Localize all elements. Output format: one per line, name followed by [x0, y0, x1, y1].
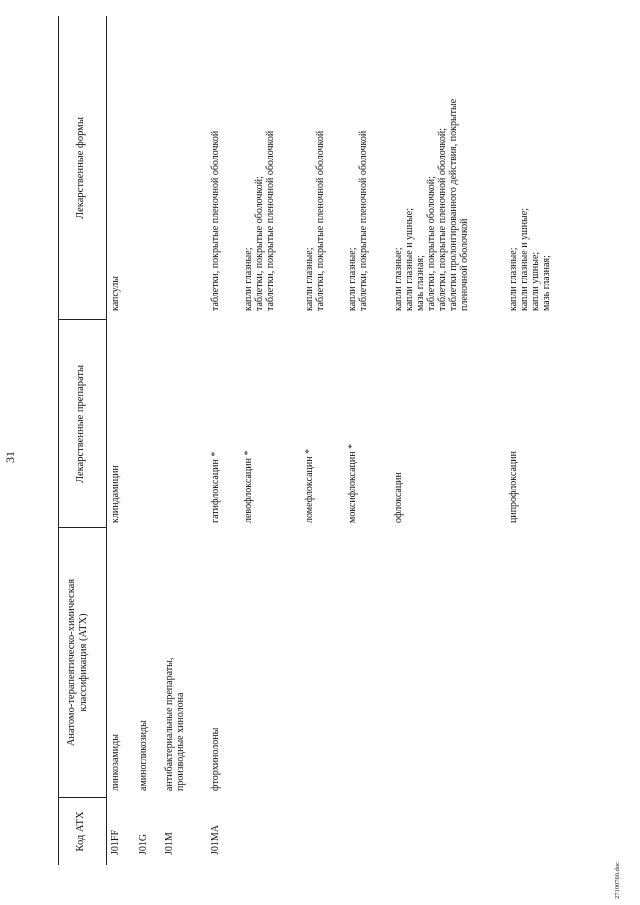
row-forms: капли глазные; таблетки, покрытые оболочкой; таблетки, покрытые пленочной оболочкой	[243, 130, 276, 311]
header-drugs: Лекарственные препараты	[75, 364, 86, 484]
row-drug: ломефлоксацин *	[304, 448, 315, 523]
row-code: J01M	[164, 832, 175, 855]
table-top-line	[58, 16, 59, 865]
row-code: J01FF	[110, 829, 121, 855]
row-forms: капли глазные; таблетки, покрытые пленочной оболочкой	[304, 130, 326, 311]
row-forms: капли глазные; капли глазные и ушные; мазь глазная; таблетки, покрытые оболочкой; таблетки, покрытые пленочной оболочкой; таблетки пролонгированного действия, покрытые пленочной оболочкой	[393, 98, 470, 311]
header-code: Код АТХ	[75, 811, 86, 852]
row-drug: клиндамицин	[110, 465, 121, 523]
row-drug: моксифлоксацин *	[347, 443, 358, 523]
table-header-divider	[106, 16, 107, 865]
row-drug: левофлоксацин *	[243, 450, 254, 523]
footer-doc-code: 27100760.doc	[614, 861, 621, 899]
row-forms: капсулы	[110, 276, 121, 311]
header-class: Анатомо-терапевтическо-химическая классификация (АТХ)	[66, 578, 89, 747]
row-forms: капли глазные; таблетки, покрытые пленочной оболочкой	[347, 130, 369, 311]
header-forms: Лекарственные формы	[75, 117, 86, 219]
row-code: J01G	[138, 833, 149, 855]
row-class: линкозамиды	[110, 734, 121, 791]
row-class: фторхинолоны	[210, 727, 221, 791]
row-drug: ципрофлоксацин	[508, 451, 519, 523]
row-class: аминогликозиды	[138, 720, 149, 791]
row-class: антибактериальные препараты, производные хинолона	[164, 657, 186, 791]
row-drug: офлоксацин	[393, 472, 404, 523]
row-code: J01MA	[210, 824, 221, 855]
page-number: 31	[3, 451, 17, 463]
row-forms: таблетки, покрытые пленочной оболочкой	[210, 130, 221, 311]
row-forms: капли глазные; капли глазные и ушные; капли ушные; мазь глазная;	[508, 207, 552, 311]
row-drug: гатифлоксацин *	[210, 451, 221, 523]
